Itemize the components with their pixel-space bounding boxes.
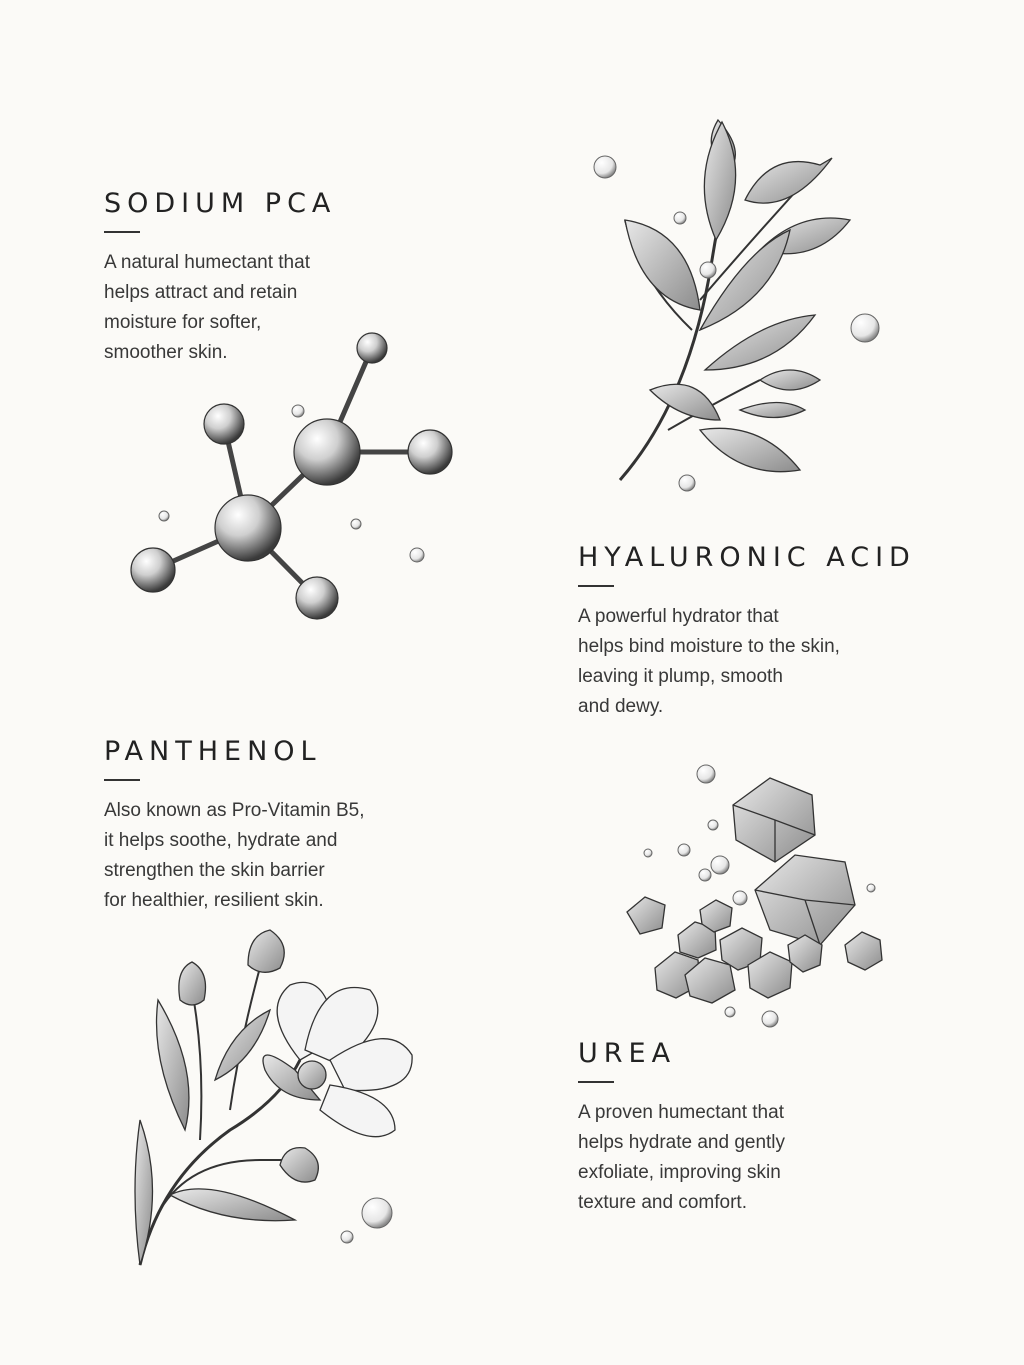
title-underline [578,1081,614,1083]
molecule-atom [215,495,281,561]
leaf [135,1120,153,1265]
leaf [157,1000,189,1130]
leaf [170,1189,295,1221]
flower-bud [280,1148,318,1182]
ingredient-panthenol [104,736,365,916]
title-underline [104,779,140,781]
water-droplet [351,519,361,529]
molecule-icon [131,333,452,619]
water-droplet [674,212,686,224]
crystal [627,897,665,934]
ingredient-description: A proven humectant that helps hydrate and gently exfoliate, improving skin texture and comfort. [578,1102,786,1213]
ingredient-title: UREA [578,1038,677,1069]
title-underline [578,585,614,587]
water-droplet [711,856,729,874]
leaf [705,315,815,370]
flower-icon [135,930,412,1265]
water-droplet [699,869,711,881]
leaf [700,428,800,471]
molecule-atom [296,577,338,619]
water-droplet [700,262,716,278]
leaf [760,370,820,390]
molecule-atom [357,333,387,363]
leaf [215,1010,270,1080]
ingredient-description: A powerful hydrator that helps bind moisture to the skin, leaving it plump, smooth and dewy. [578,606,840,717]
molecule-atom [408,430,452,474]
water-droplet [867,884,875,892]
crystals-icon [627,765,882,1027]
molecule-atom [294,419,360,485]
ingredient-title: PANTHENOL [104,736,322,767]
water-droplet [594,156,616,178]
molecule-atom [204,404,244,444]
ingredient-hyaluronic-acid [578,542,916,722]
flower-bud [179,962,206,1005]
water-droplet [362,1198,392,1228]
ingredient-description: Also known as Pro-Vitamin B5, it helps soothe, hydrate and strengthen the skin barrier for healthier, resilient skin. [104,800,365,911]
water-droplet [697,765,715,783]
leaf [740,403,805,418]
ingredient-urea [578,1038,785,1218]
water-droplet [851,314,879,342]
water-droplet [292,405,304,417]
water-droplet [708,820,718,830]
leaf-branch-icon [594,120,879,491]
ingredient-description: A natural humectant that helps attract and retain moisture for softer, smoother skin. [104,252,310,363]
molecule-atom [131,548,175,592]
leaf [745,158,832,203]
water-droplet [159,511,169,521]
crystal [845,932,882,970]
ingredient-title: HYALURONIC ACID [578,542,916,573]
water-droplet [644,849,652,857]
title-underline [104,231,140,233]
water-droplet [733,891,747,905]
ingredient-title: SODIUM PCA [104,188,337,219]
leaf [650,384,720,420]
water-droplet [679,475,695,491]
water-droplet [725,1007,735,1017]
water-droplet [762,1011,778,1027]
flower-bloom [263,982,412,1136]
ingredient-sodium-pca [104,188,336,368]
flower-bud [248,930,284,972]
water-droplet [678,844,690,856]
water-droplet [341,1231,353,1243]
water-droplet [410,548,424,562]
